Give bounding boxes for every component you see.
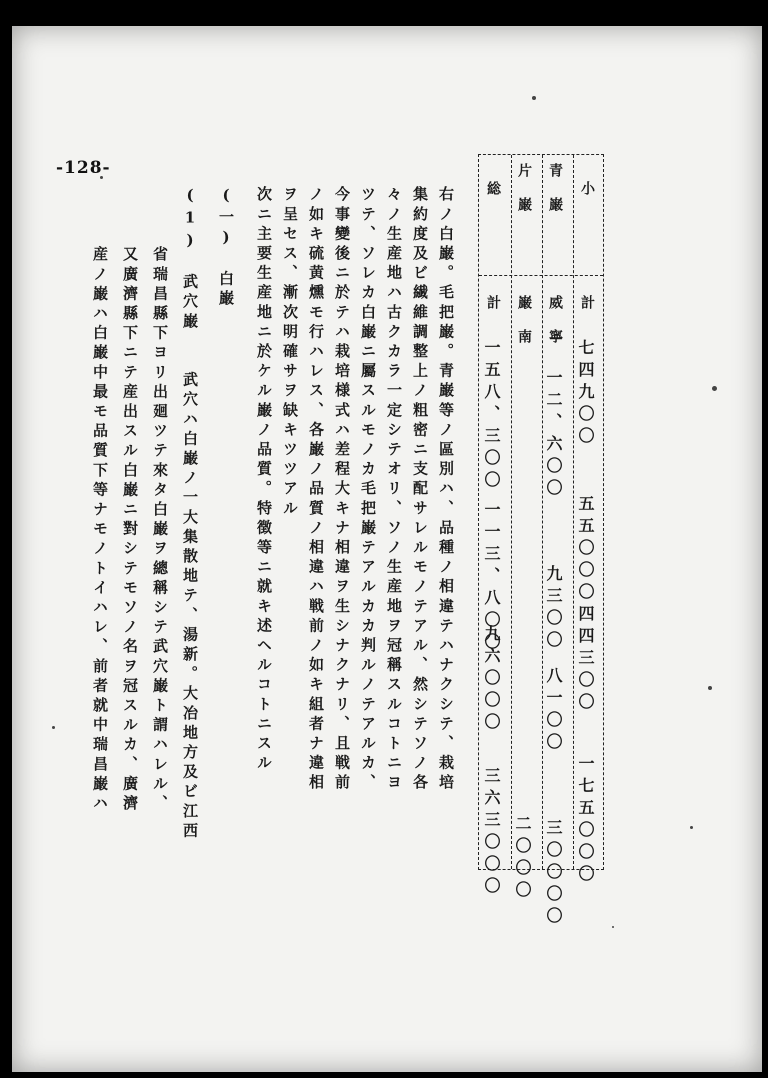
scan-speck <box>52 726 55 729</box>
text-column: 省瑞昌縣下ヨリ出廻ツテ來タ白巌ヲ總稱シテ武穴巌ト謂ハレル、 <box>151 246 169 815</box>
table-subheader: 計 <box>579 295 595 311</box>
production-table <box>478 154 604 929</box>
table-cell: 二〇〇〇 <box>513 815 532 903</box>
table-subheader: 威 寧 <box>547 295 563 345</box>
table-cell: 三〇〇〇〇 <box>544 819 563 929</box>
table-cell: 一五八、三〇〇 <box>482 339 501 493</box>
table-header: 片 巌 <box>516 163 532 213</box>
text-column: 々ノ生産地ハ古クカラ一定シテオリ、ソノ生産地ヲ冠稱スルコトニヨ <box>385 186 403 794</box>
table-subheader: 巌 南 <box>516 295 532 345</box>
scan-speck <box>612 926 614 928</box>
table-cell: 九六〇〇〇 <box>482 625 501 735</box>
table-divider <box>511 155 512 869</box>
table-cell: 九三〇〇 <box>544 565 563 653</box>
text-column: 産ノ巌ハ白巌中最モ品質下等ナモノトイハレ、前者就中瑞昌巌ハ <box>91 246 109 815</box>
text-column: ノ如キ硫黄燻モ行ハレス、各巌ノ品質ノ相違ハ戦前ノ如キ組者ナ違相 <box>307 186 325 794</box>
text-column: ヲ呈セス、漸次明確サヲ缺キツツアル <box>281 186 299 520</box>
table-cell: 一七五〇〇〇 <box>576 755 595 887</box>
table-divider <box>542 155 543 869</box>
table-cell: 一一三、八〇〇 <box>482 501 501 655</box>
table-cell: 五五〇〇〇四四三〇〇 <box>576 495 595 715</box>
table-header-rule <box>479 275 603 276</box>
scan-speck <box>532 96 536 100</box>
table-cell: 一二、六〇〇 <box>544 369 563 501</box>
text-column: 次ニ主要生産地ニ於ケル巌ノ品質。特徴等ニ就キ述ヘルコトニスル <box>255 186 273 774</box>
scan-speck <box>712 386 717 391</box>
table-cell: 七四九〇〇 <box>576 339 595 449</box>
scan-speck <box>708 686 712 690</box>
table-cell: 八一〇〇 <box>544 667 563 755</box>
text-column: ツテ、ソレカ白巌ニ屬スルモノカ毛把巌テアルカカ判ルノテアルカ、 <box>359 186 377 794</box>
text-column: 集約度及ビ繊維調整上ノ粗密ニ支配サレルモノテアル、然シテソノ各 <box>411 186 429 794</box>
table-header: 総 <box>485 181 501 197</box>
text-column: (1) 武穴巌 武穴ハ白巌ノ一大集散地テ、湯新。大冶地方及ビ江西 <box>181 186 199 842</box>
text-column: 今事變後ニ於テハ栽培様式ハ差程大キナ相違ヲ生シナクナリ、且戦前 <box>333 186 351 794</box>
table-header: 小 <box>579 181 595 197</box>
text-column: 右ノ白巌。毛把巌。青巌等ノ區別ハ、品種ノ相違テハナクシテ、栽培 <box>437 186 455 794</box>
scan-speck <box>690 826 693 829</box>
table-subheader: 計 <box>485 295 501 311</box>
table-cell: 三六三〇〇〇 <box>482 767 501 899</box>
document-page <box>12 26 762 1072</box>
text-column: 又廣濟縣下ニテ産出スル白巌ニ對シテモソノ名ヲ冠スルカ、廣濟 <box>121 246 139 815</box>
section-heading: (一) 白巌 <box>217 186 235 310</box>
table-header: 青 巌 <box>547 163 563 213</box>
page-number: -128- <box>56 158 111 178</box>
